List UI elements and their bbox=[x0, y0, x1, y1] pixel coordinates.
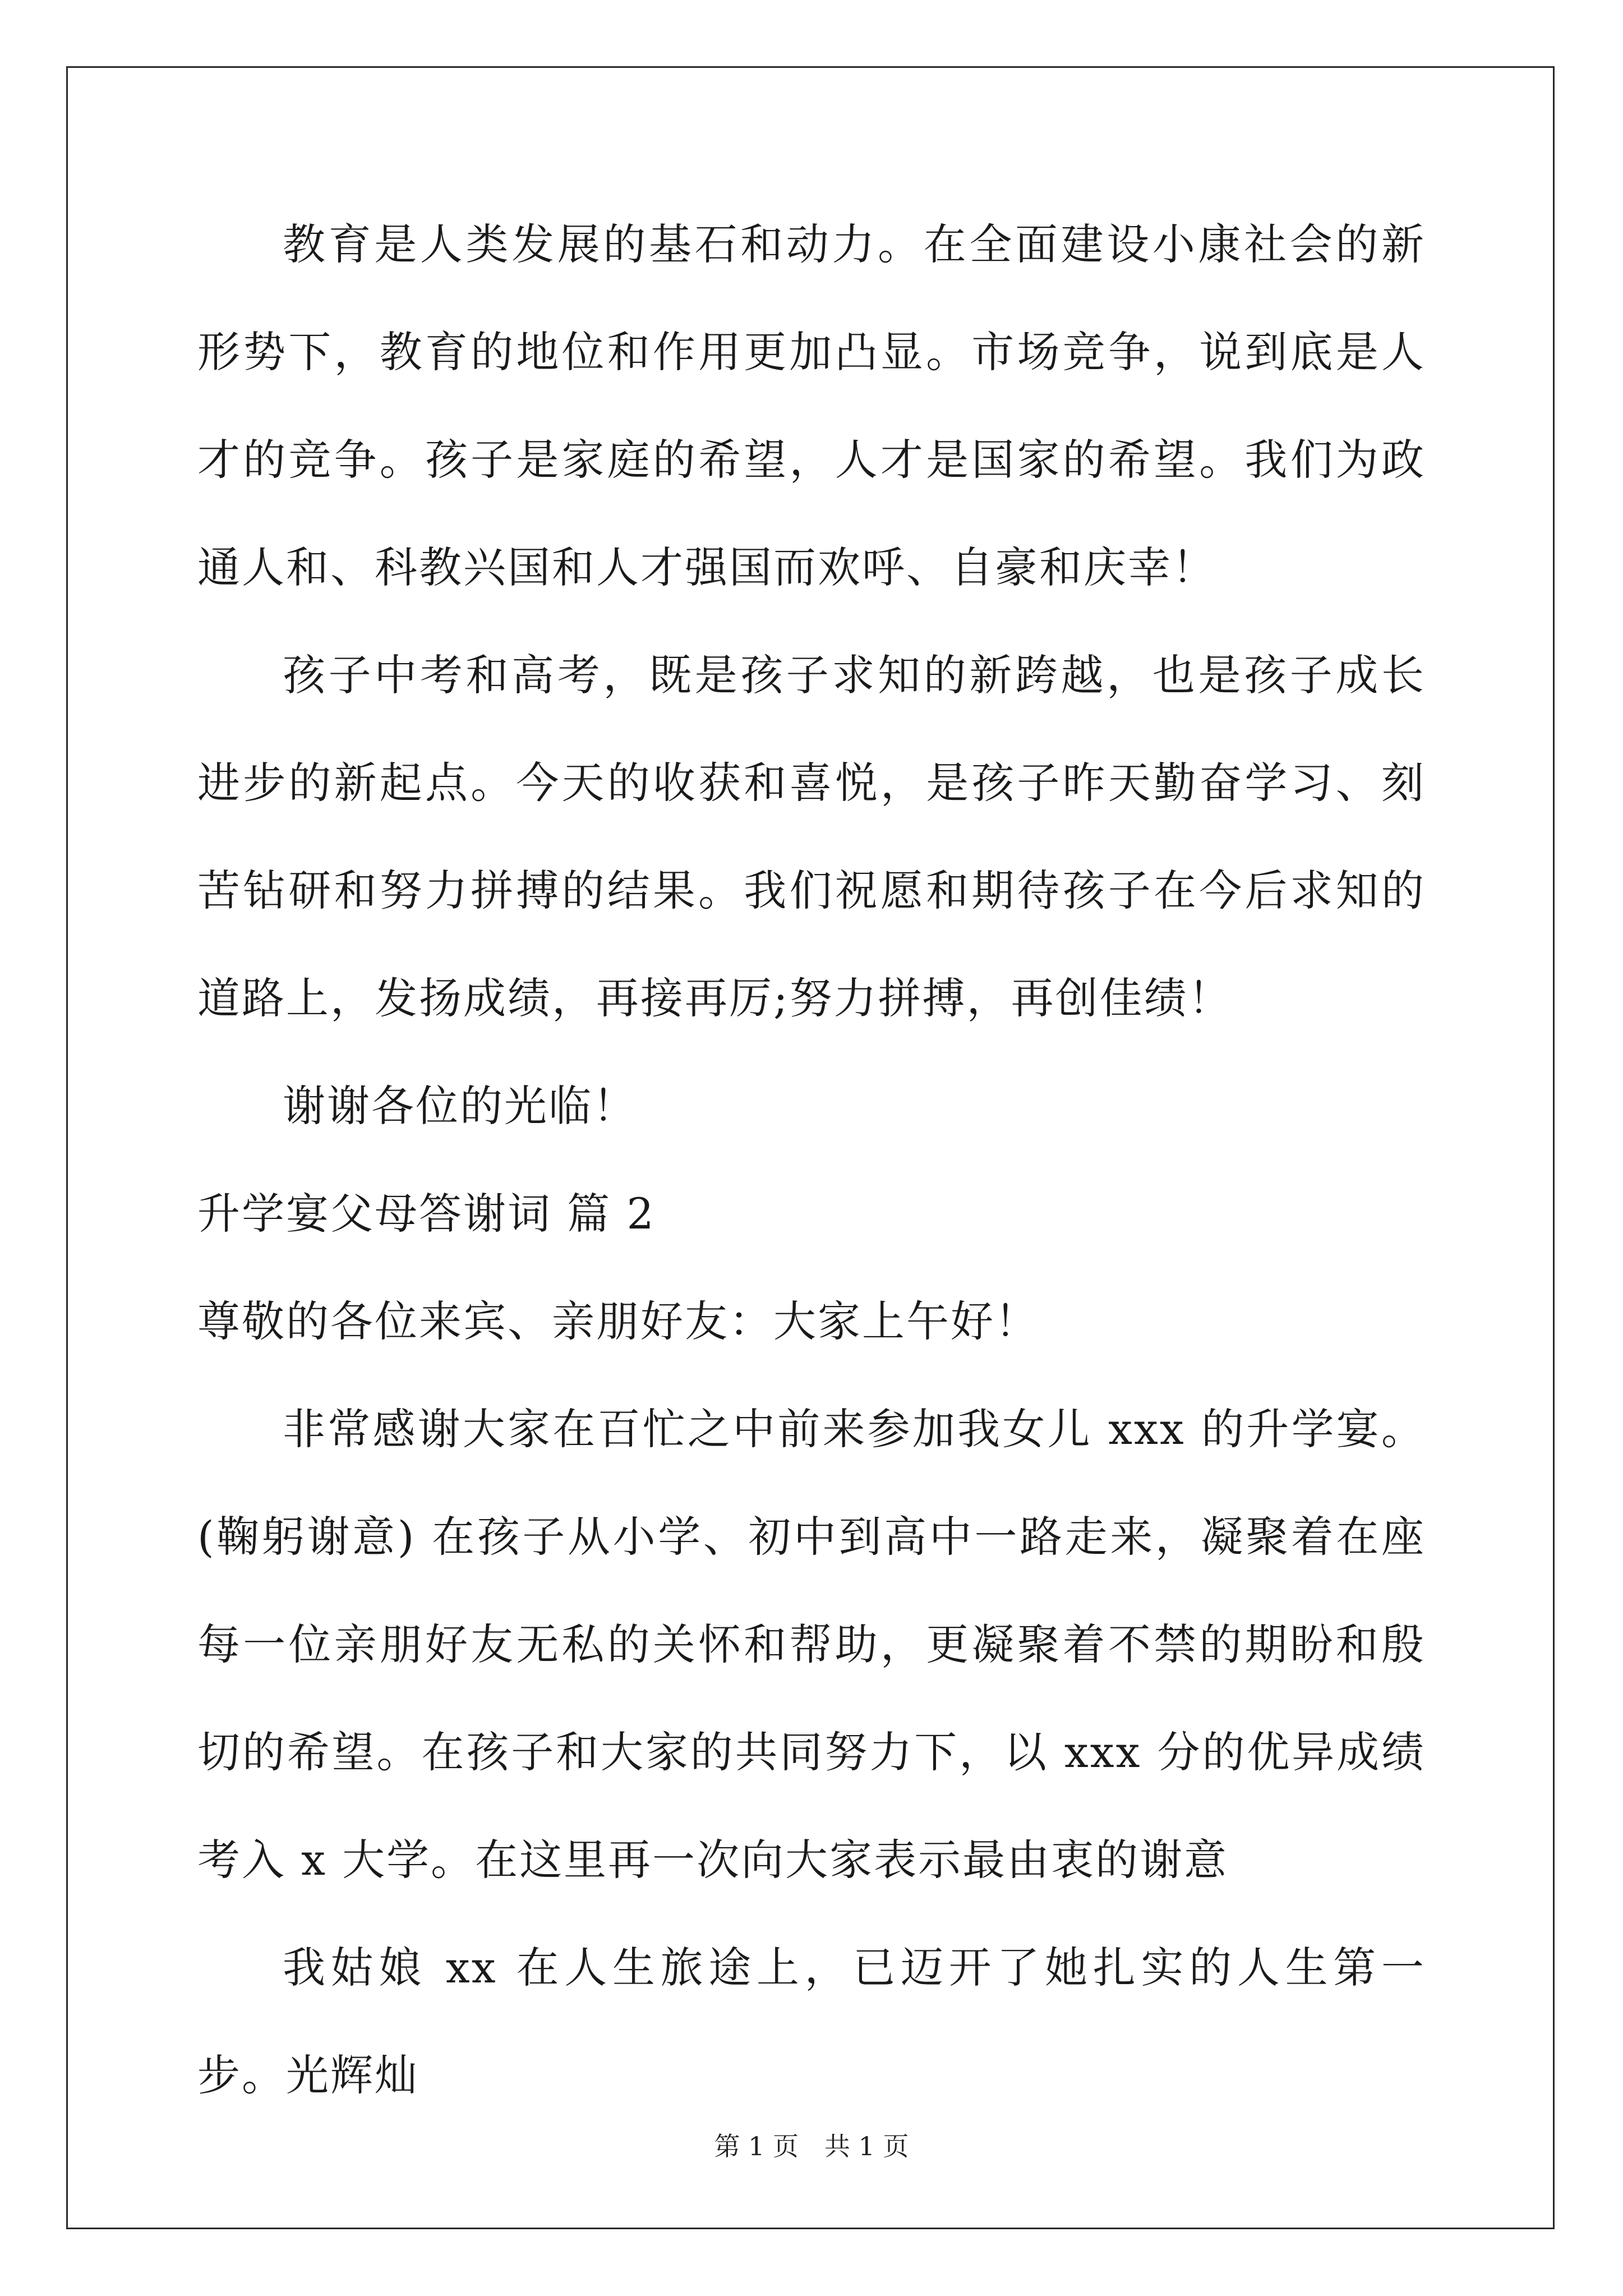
section-title: 升学宴父母答谢词 篇 2 bbox=[197, 1189, 656, 1239]
paragraph-daughter: 我姑娘 xx 在人生旅途上，已迈开了她扎实的人生第一步。光辉灿 bbox=[197, 1943, 1426, 2100]
paragraph-education: 教育是人类发展的基石和动力。在全面建设小康社会的新形势下，教育的地位和作用更加凸显。市场竞争，说到底是人才的竞争。孩子是家庭的希望，人才是国家的希望。我们为政通人和、科教兴国和人才强国而欢呼、自豪和庆幸！ bbox=[197, 219, 1426, 592]
paragraph-gratitude: 非常感谢大家在百忙之中前来参加我女儿 xxx 的升学宴。(鞠躬谢意) 在孩子从小学、初中到高中一路走来，凝聚着在座每一位亲朋好友无私的关怀和帮助，更凝聚着不禁的期盼和殷切的希望。在孩子和大家的共同努力下，以 xxx 分的优异成绩考入 x 大学。在这里再一次向大家表示最由衷的谢意 bbox=[197, 1404, 1426, 1885]
greeting: 尊敬的各位来宾、亲朋好友：大家上午好！ bbox=[197, 1296, 1039, 1346]
paragraph-thanks: 谢谢各位的光临！ bbox=[283, 1081, 637, 1131]
page-footer: 第 1 页 共 1 页 bbox=[714, 2131, 909, 2161]
paragraph-exams: 孩子中考和高考，既是孩子求知的新跨越，也是孩子成长进步的新起点。今天的收获和喜悦，是孩子昨天勤奋学习、刻苦钻研和努力拼搏的结果。我们祝愿和期待孩子在今后求知的道路上，发扬成绩，再接再厉;努力拼搏，再创佳绩！ bbox=[197, 650, 1426, 1023]
document-body bbox=[197, 191, 1426, 2129]
